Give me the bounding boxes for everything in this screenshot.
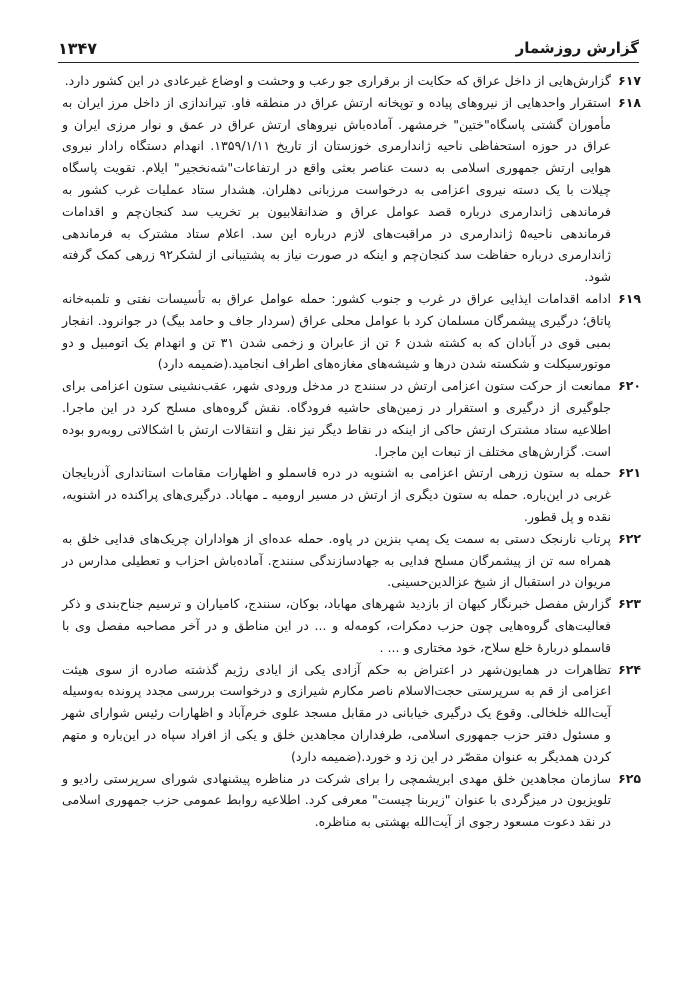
- entry-617: [62, 70, 641, 92]
- entry-text: گزارش مفصل خبرنگار کیهان از بازدید شهرهای مهاباد، بوکان، سنندج، کامیاران و ترسیم جناح‌بندی و ذکر فعالیت‌های گروه‌هایی چون حزب دمکرات، کومه‌له و ... در این مناطق و در آخر مصاحبه مفصل وی با قاسملو دربارهٔ خلع سلاح، خود مختاری و ... .: [62, 596, 611, 655]
- entry-number: ۶۱۷: [618, 73, 641, 88]
- entry-number: ۶۲۵: [618, 770, 641, 786]
- entry-number: ۶۲۴: [618, 661, 641, 677]
- running-title: گزارش روزشمار: [515, 39, 639, 57]
- entry-number: ۶۲۱: [618, 465, 641, 481]
- entry-number: ۶۲۰: [618, 378, 641, 394]
- entry-text: ادامه اقدامات ایذایی عراق در غرب و جنوب کشور: حمله عوامل عراق به تأسیسات نفتی و تلمبه‌خانه پاتاق؛ درگیری پیشمرگان مسلمان کرد با عوامل محلی عراق (سردار جاف و حامد بیگ) در جوانرود. انفجار بمبی قوی در آبادان که به کشته شدن ۶ تن از عابران و زخمی شدن ۳۱ تن و انهدام یک اتومبیل و دو موتورسیکلت و شکسته شدن درها و شیشه‌های مغازه‌های اطراف انجامید.(ضمیمه دارد): [62, 290, 612, 372]
- entry-number: ۶۱۹: [618, 290, 641, 306]
- entry-622: [62, 528, 641, 593]
- entries-list: [62, 70, 641, 833]
- entry-620: [62, 375, 641, 462]
- entry-text: پرتاب نارنجک دستی به سمت یک پمپ بنزین در پاوه. حمله عده‌ای از هواداران چریک‌های فدایی خلق به همراه سه تن از پیشمرگان مسلح فدایی به جهادسازندگی سنندج. آماده‌باش احزاب و تعطیلی مدارس در مریوان در استقبال از شیخ عزالدین‌حسینی.: [62, 530, 611, 590]
- entry-624: [62, 659, 641, 768]
- entry-618: [62, 92, 641, 288]
- entry-number: ۶۲۳: [618, 596, 641, 612]
- entry-text: سازمان مجاهدین خلق مهدی ابریشمچی را برای شرکت در مناظره پیشنهادی شورای سرپرستی رادیو و تلویزیون در میزگردی با عنوان "زیربنا چیست" معرفی کرد. اطلاعیه روابط عمومی حزب جمهوری اسلامی در نقد دعوت مسعود رجوی از آیت‌الله بهشتی به مناظره.: [62, 770, 611, 830]
- entry-text: گزارش‌هایی از داخل عراق که حکایت از برقراری جو رعب و وحشت و اوضاع غیرعادی در این کشور دارد.: [64, 73, 611, 88]
- entry-621: [62, 462, 641, 527]
- entry-text: استقرار واحدهایی از نیروهای پیاده و توپخانه ارتش عراق در منطقه فاو. تیراندازی از داخل مرز ایران به مأموران گشتی پاسگاه"ختین" خرمشهر. آماده‌باش نیروهای ارتش عراق در عمق و نوار مرزی ایران و عراق در حوزه استحفاظی ناحیه ژاندارمری خوزستان از تاریخ ۱۳۵۹/۱/۱۱. انهدام دستگاه رادار نیروی هوایی ارتش جمهوری اسلامی به دست عناصر بعثی واقع در ارتفاعات"شه‌نخجیر" ایلام. تقویت پاسگاه چیلات با یک دسته نیروی اعزامی به درخواست مرزبانی دهلران. هشدار ستاد عملیات غرب کشور به فرماندهی ژاندارمری درباره قصد عوامل عراق و ضدانقلابیون بر تخریب سد کنجان‌چم و اقدامات فرماندهی ناحیه۵ ژاندارمری در مراقبت‌های لازم درباره این سد. اعلام ستاد مشترک به فرماندهی ژاندارمری درباره حفاظت سد کنجان‌چم و اینکه در صورت نیاز به پشتیبانی از لشکر۹۲ زرهی کمک گرفته شود.: [62, 94, 611, 285]
- page-header: [58, 32, 639, 63]
- entry-number: ۶۱۸: [618, 94, 641, 110]
- entry-text: ممانعت از حرکت ستون اعزامی ارتش در سنندج در مدخل ورودی شهر، عقب‌نشینی ستون اعزامی برای جلوگیری از درگیری و استقرار در زمین‌های حاشیه فرودگاه. نقش گروه‌های مسلح کرد در این ماجرا. اطلاعیه ستاد مشترک ارتش حاکی از اینکه در نقاط دیگر نیز نقل و انتقالات ارتش با اشکالاتی روبه‌رو بوده است. گزارش‌های مختلف از تبعات این ماجرا.: [62, 378, 611, 459]
- entry-619: [62, 288, 641, 375]
- entry-text: تظاهرات در همایون‌شهر در اعتراض به حکم آزادی یکی از ایادی رژیم گذشته صادره از سوی هیئت اعزامی از قم به سرپرستی حجت‌الاسلام ناصر مکارم شیرازی و درخواست بررسی مجدد پرونده به‌وسیله آیت‌الله خلخالی. وقوع یک درگیری خیابانی در مقابل مسجد علوی خرم‌آباد و اظهارات رئیس شوارای شهر و مسئول دفتر حزب جمهوری اسلامی، طرفداران مجاهدین خلق و یکی از افراد سپاه در این‌باره و متهم کردن همدیگر به عنوان مقصّر در این زد و خورد.(ضمیمه دارد): [62, 661, 611, 764]
- entry-625: [62, 768, 641, 833]
- entry-number: ۶۲۲: [618, 530, 641, 546]
- entry-text: حمله به ستون زرهی ارتش اعزامی به اشنویه در دره قاسملو و اظهارات مقامات استانداری آذربایجان غربی در این‌باره. حمله به ستون دیگری از ارتش در مسیر ارومیه ـ مهاباد. درگیری‌های پراکنده در اشنویه، نقده و پل قطور.: [62, 465, 611, 524]
- page-number: ۱۳۴۷: [58, 39, 98, 58]
- entry-623: [62, 593, 641, 658]
